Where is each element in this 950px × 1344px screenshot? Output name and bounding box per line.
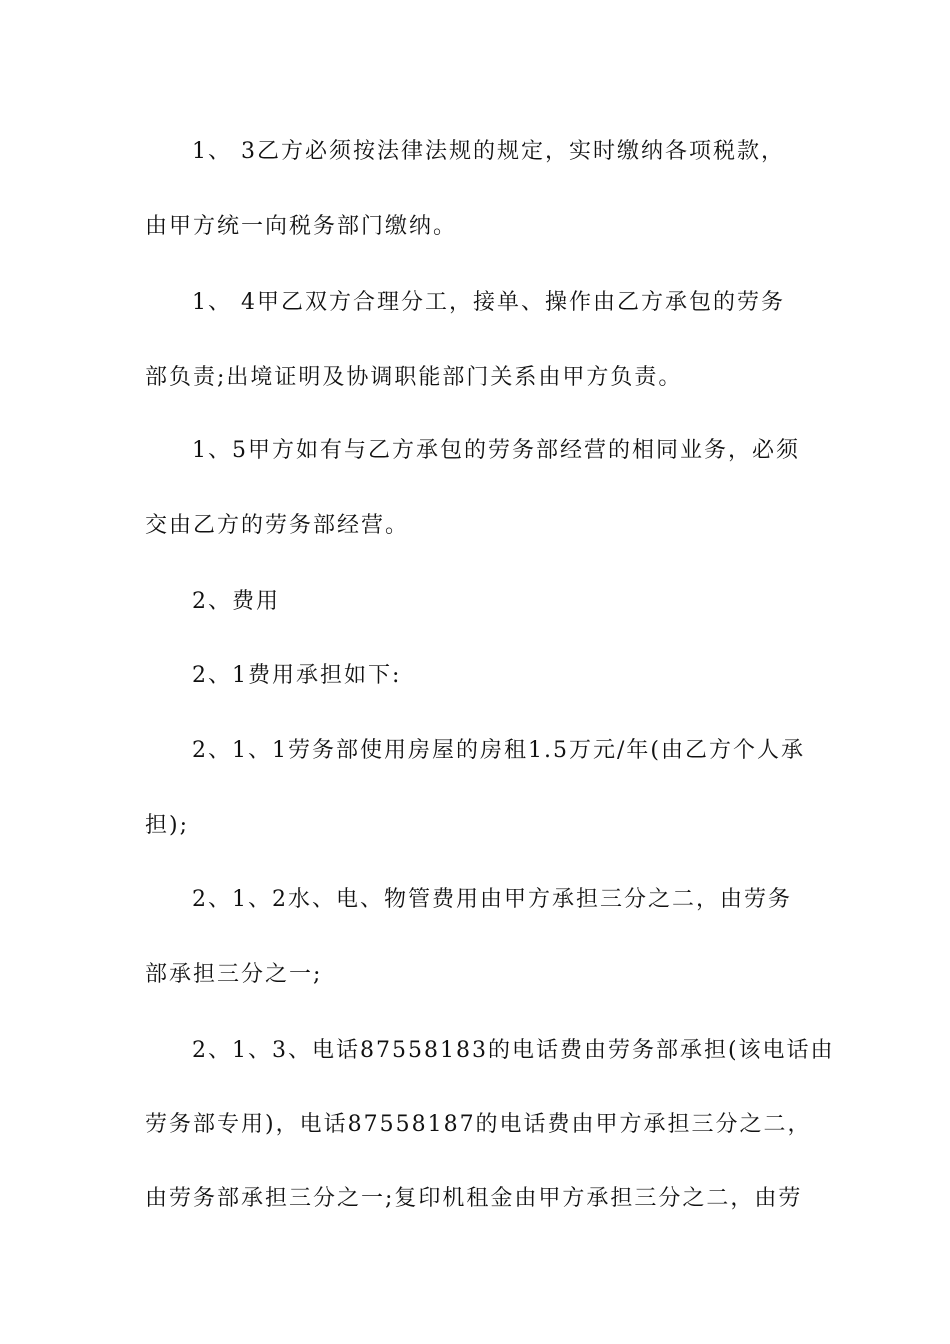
paragraph-1-3-line-1: 1、 3乙方必须按法律法规的规定，实时缴纳各项税款， — [192, 139, 785, 164]
section-2-heading: 2、费用 — [192, 589, 280, 614]
paragraph-1-4-line-1: 1、 4甲乙双方合理分工，接单、操作由乙方承包的劳务 — [192, 290, 785, 315]
paragraph-2-1-2-line-2: 部承担三分之一; — [145, 962, 323, 987]
paragraph-1-5-line-1: 1、5甲方如有与乙方承包的劳务部经营的相同业务，必须 — [192, 438, 800, 463]
paragraph-2-1-3-line-1: 2、1、3、电话87558183的电话费由劳务部承担(该电话由 — [192, 1038, 835, 1063]
paragraph-1-5-line-2: 交由乙方的劳务部经营。 — [145, 513, 410, 538]
paragraph-1-3-line-2: 由甲方统一向税务部门缴纳。 — [145, 214, 458, 239]
paragraph-2-1: 2、1费用承担如下: — [192, 663, 402, 688]
paragraph-2-1-1-line-2: 担); — [145, 813, 189, 838]
paragraph-1-4-line-2: 部负责;出境证明及协调职能部门关系由甲方负责。 — [145, 365, 683, 390]
paragraph-2-1-3-line-3: 由劳务部承担三分之一;复印机租金由甲方承担三分之二，由劳 — [145, 1186, 803, 1211]
paragraph-2-1-3-line-2: 劳务部专用)，电话87558187的电话费由甲方承担三分之二， — [145, 1112, 812, 1137]
paragraph-2-1-2-line-1: 2、1、2水、电、物管费用由甲方承担三分之二，由劳务 — [192, 887, 792, 912]
paragraph-2-1-1-line-1: 2、1、1劳务部使用房屋的房租1.5万元/年(由乙方个人承 — [192, 738, 805, 763]
